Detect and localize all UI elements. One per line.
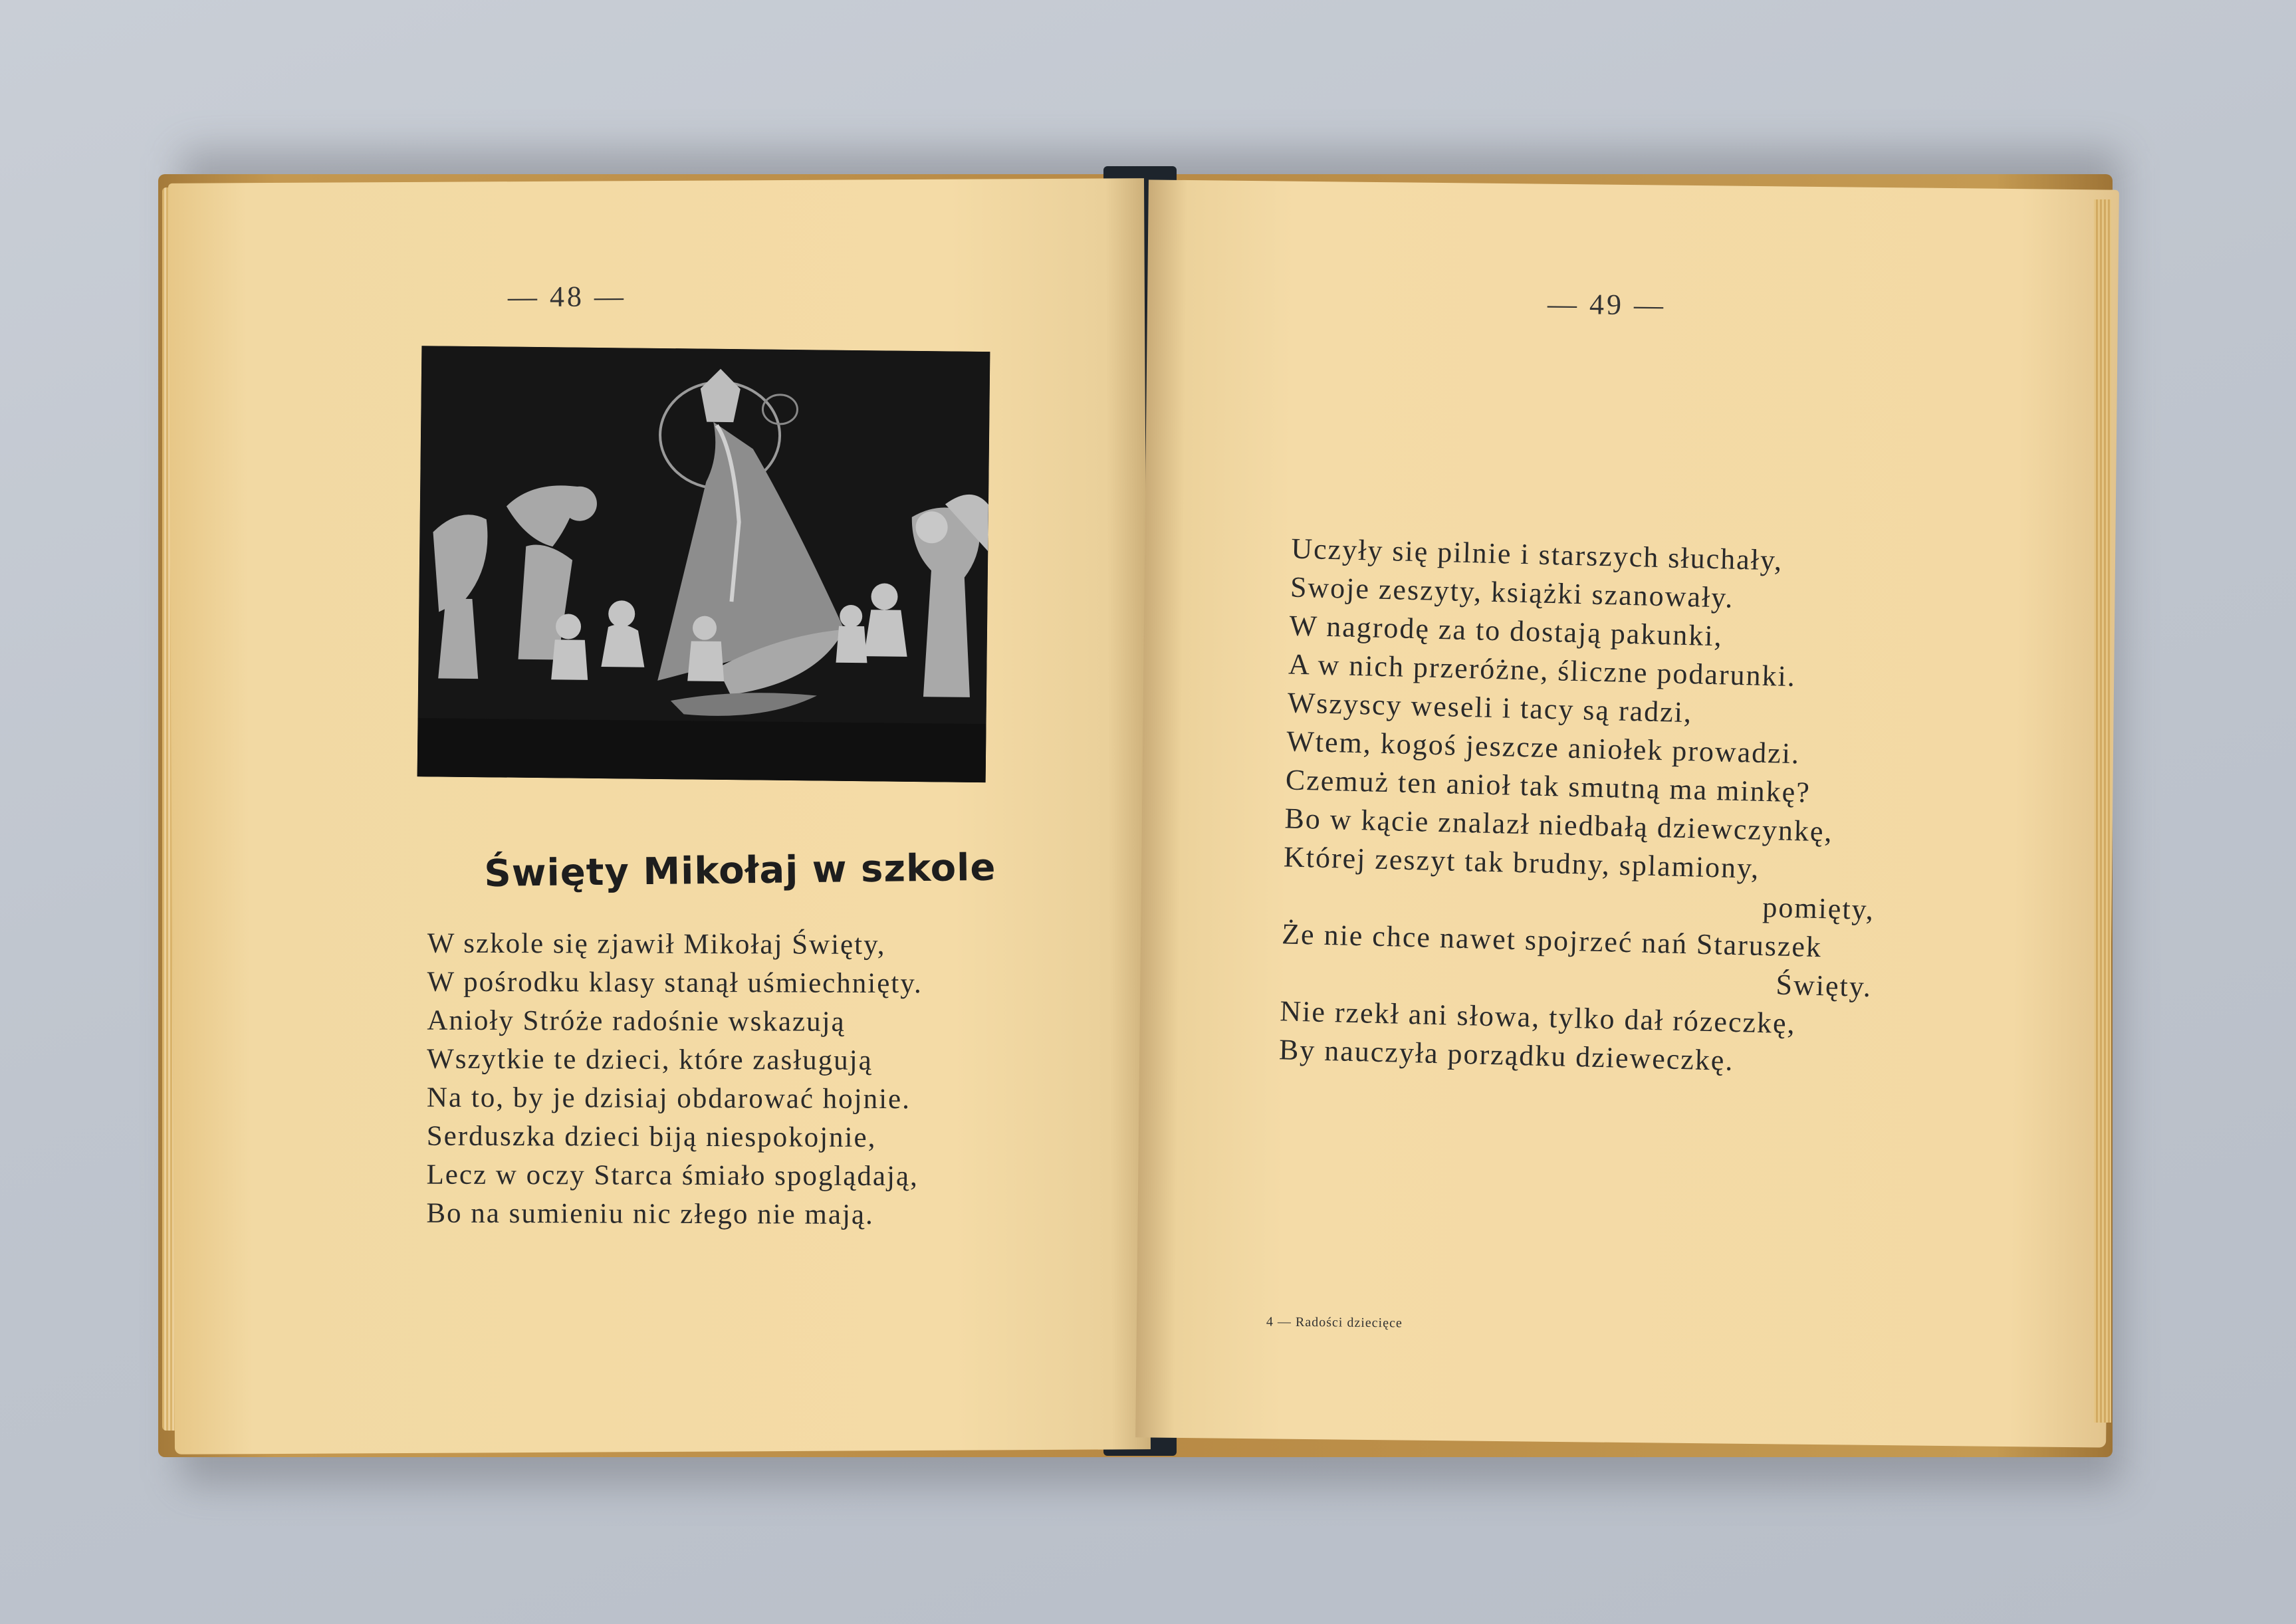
verse-line: W szkole się zjawił Mikołaj Święty, [427,927,886,961]
printer-signature: 4 — Radości dziecięce [1266,1314,1403,1331]
verse-line: Lecz w oczy Starca śmiało spoglądają, [426,1159,919,1193]
illustration-drawing [417,346,990,782]
verse-line: Czemuż ten anioł tak smutną ma minkę? [1285,763,1811,809]
page-number-left: — 48 — [507,280,627,314]
verse-line: Nie rzekł ani słowa, tylko dał rózeczkę, [1279,994,1797,1040]
verse-line: Swoje zeszyty, książki szanowały. [1290,570,1735,614]
verse-line: W nagrodę za to dostają pakunki, [1289,609,1724,653]
verse-line: By nauczyła porządku dzieweczkę. [1278,1033,1735,1077]
verse-line: Bo w kącie znalazł niedbałą dziewczynkę, [1284,802,1834,848]
left-page [168,178,1151,1454]
verse-line: Wtem, kogoś jeszcze aniołek prowadzi. [1286,725,1801,770]
page-edges-right [2094,199,2111,1423]
verse-line: Której zeszyt tak brudny, splamiony, [1283,840,1760,885]
page-number-right: — 49 — [1547,287,1666,322]
verse-line: W pośrodku klasy stanął uśmiechnięty. [427,966,923,1000]
verse-line: Serduszka dzieci biją niespokojnie, [426,1120,877,1153]
verse-line: Wszyscy weseli i tacy są radzi, [1287,686,1693,729]
illustration-saint-nicholas [417,346,990,782]
verse-line: Bo na sumieniu nic złego nie mają. [426,1197,874,1230]
verse-line: Uczyły się pilnie i starszych słuchały, [1290,532,1783,577]
verse-line: Wszytkie te dzieci, które zasługują [427,1043,873,1076]
verse-line: Święty. [1776,968,1873,1004]
verse-line: A w nich przeróżne, śliczne podarunki. [1288,647,1797,693]
poem-verse-left [426,925,923,1235]
verse-line: Anioły Stróże radośnie wskazują [427,1004,846,1038]
verse-line: pomięty, [1762,890,1875,927]
right-page [1135,179,2119,1447]
verse-line: Na to, by je dzisiaj obdarować hojnie. [426,1082,911,1115]
verse-line: Że nie chce nawet spojrzeć nań Staruszek [1281,917,1823,964]
poem-verse-right [1278,530,1883,1084]
poem-title: Święty Mikołaj w szkole [484,846,996,896]
